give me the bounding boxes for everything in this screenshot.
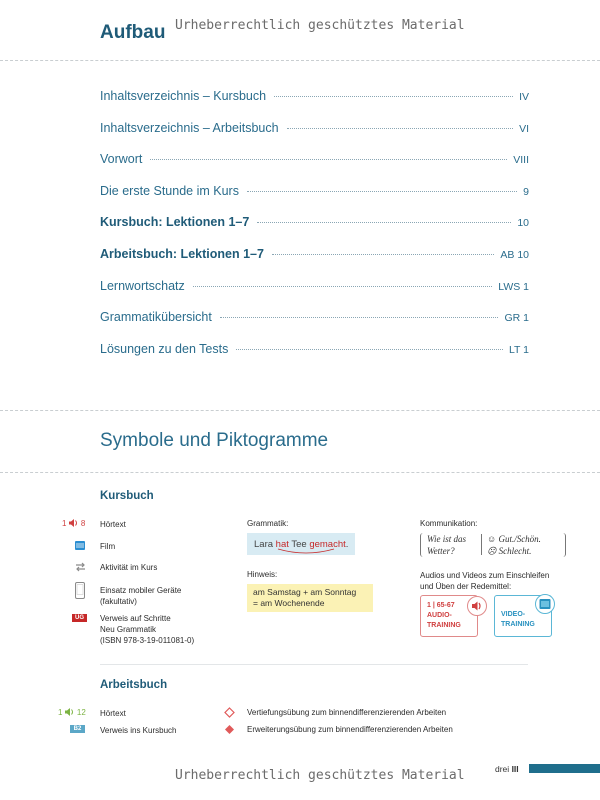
legend-schritte-line3: (ISBN 978-3-19-011081-0) bbox=[100, 636, 195, 645]
toc-entry-page: LWS 1 bbox=[498, 280, 529, 293]
legend-schritte-line1: Verweis auf Schritte bbox=[100, 614, 171, 623]
audio-track-range: 1 | 65-67 bbox=[427, 602, 455, 609]
hinweis-line1: am Samstag + am Sonntag bbox=[253, 587, 357, 597]
section-title: Symbole und Piktogramme bbox=[100, 430, 329, 451]
toc-entry-page: GR 1 bbox=[504, 312, 529, 325]
watermark-bottom: Urheberrechtlich geschütztes Material bbox=[175, 768, 465, 783]
audios-line2: und Üben der Redemittel: bbox=[420, 582, 512, 591]
divider bbox=[0, 410, 600, 411]
toc-entry-page: 10 bbox=[517, 217, 529, 230]
page-number bbox=[495, 764, 519, 774]
kursbuch-reference-badge: B2 bbox=[70, 725, 85, 733]
video-circle bbox=[535, 594, 555, 614]
legend-mobile-line1: Einsatz mobiler Geräte bbox=[100, 586, 182, 595]
ab-audio-track-icon bbox=[58, 708, 86, 717]
toc-entry-label: Inhaltsverzeichnis – Arbeitsbuch bbox=[100, 120, 279, 135]
toc-leader-dots bbox=[236, 349, 503, 350]
video-training-l2: TRAINING bbox=[501, 621, 535, 628]
toc-entry[interactable] bbox=[100, 342, 529, 358]
kommunikation-q1: Wie ist das bbox=[427, 534, 467, 544]
gram-part-b: hat bbox=[275, 538, 289, 550]
ab-track-prefix: 1 bbox=[58, 708, 63, 717]
toc-entry-label: Lernwortschatz bbox=[100, 278, 185, 293]
toc-entry-label: Grammatikübersicht bbox=[100, 310, 212, 325]
divider bbox=[0, 472, 600, 473]
legend-schritte bbox=[100, 613, 194, 646]
toc-entry[interactable] bbox=[100, 152, 529, 168]
diamond-filled-icon bbox=[224, 724, 235, 735]
grammar-bracket-icon bbox=[276, 548, 336, 556]
legend-hoertext: Hörtext bbox=[100, 520, 126, 529]
grammatik-label: Grammatik: bbox=[247, 519, 289, 528]
ab-speaker-icon bbox=[65, 708, 75, 716]
kommunikation-separator bbox=[481, 534, 482, 555]
toc-entry-page: VI bbox=[519, 122, 529, 135]
film-icon bbox=[75, 541, 85, 550]
ab-legend-vertiefung: Vertiefungsübung zum binnendifferenzierenden Arbeiten bbox=[247, 708, 447, 717]
kommunikation-answers bbox=[487, 533, 541, 557]
hinweis-label: Hinweis: bbox=[247, 570, 278, 579]
toc-entry-label: Lösungen zu den Tests bbox=[100, 341, 229, 356]
toc-entry-label: Inhaltsverzeichnis – Kursbuch bbox=[100, 89, 267, 103]
toc-leader-dots bbox=[257, 222, 511, 223]
kommunikation-q2: Wetter? bbox=[427, 546, 455, 556]
kommunikation-label: Kommunikation: bbox=[420, 519, 478, 528]
divider bbox=[0, 60, 600, 61]
page-title: Aufbau bbox=[100, 22, 166, 43]
activity-arrows-icon bbox=[75, 562, 86, 572]
toc-entry[interactable] bbox=[100, 247, 529, 263]
audios-line1: Audios und Videos zum Einschleifen bbox=[420, 571, 550, 580]
legend-film: Film bbox=[100, 542, 116, 551]
kommunikation-box bbox=[420, 533, 566, 557]
toc-entry-label: Die erste Stunde im Kurs bbox=[100, 183, 239, 198]
ab-track-number: 12 bbox=[76, 708, 86, 717]
legend-mobile-line2: (fakultativ) bbox=[100, 597, 137, 606]
track-prefix: 1 bbox=[62, 519, 67, 528]
toc-entry-page: LT 1 bbox=[508, 343, 529, 356]
diamond-outline-icon bbox=[224, 707, 235, 718]
gram-part-a: Lara bbox=[254, 538, 276, 550]
toc-leader-dots bbox=[150, 159, 507, 160]
legend-aktivitaet: Aktivität im Kurs bbox=[100, 563, 158, 572]
ug-badge: UG bbox=[72, 614, 87, 622]
ab-legend-erweiterung: Erweiterungsübung zum binnendifferenzierenden Arbeiten bbox=[247, 725, 453, 734]
page-number-word: drei bbox=[495, 764, 510, 774]
toc-leader-dots bbox=[247, 191, 517, 192]
toc-entry[interactable] bbox=[100, 184, 529, 200]
legend-mobile bbox=[100, 585, 181, 607]
divider bbox=[100, 664, 528, 665]
kommunikation-a2: ☹ Schlecht. bbox=[487, 546, 532, 556]
kommunikation-a1: ☺ Gut./Schön. bbox=[487, 534, 541, 544]
mobile-device-icon bbox=[75, 582, 85, 599]
audio-training-l2: TRAINING bbox=[427, 622, 461, 629]
toc-entry[interactable] bbox=[100, 279, 529, 295]
speaker-icon bbox=[69, 519, 79, 527]
toc-entry[interactable] bbox=[100, 215, 529, 231]
toc-leader-dots bbox=[274, 96, 513, 97]
audios-description bbox=[420, 570, 549, 592]
kommunikation-question bbox=[427, 533, 466, 557]
audio-speaker-icon bbox=[468, 597, 486, 615]
toc-leader-dots bbox=[220, 317, 499, 318]
watermark-top: Urheberrechtlich geschütztes Material bbox=[175, 18, 465, 33]
ab-legend-hoertext: Hörtext bbox=[100, 709, 126, 718]
toc-entry[interactable] bbox=[100, 121, 529, 137]
toc-entry-label: Kursbuch: Lektionen 1–7 bbox=[100, 215, 250, 230]
audio-circle bbox=[467, 596, 487, 616]
toc-entry-page: VIII bbox=[513, 154, 529, 167]
gram-part-d: gemacht bbox=[309, 538, 346, 550]
toc-entry-page: IV bbox=[519, 91, 529, 103]
toc-entry-label: Arbeitsbuch: Lektionen 1–7 bbox=[100, 247, 264, 261]
audio-track-icon bbox=[62, 519, 85, 528]
toc-entry[interactable] bbox=[100, 89, 529, 105]
toc-entry-page: AB 10 bbox=[500, 249, 529, 261]
toc-entry-page: 9 bbox=[523, 185, 529, 198]
footer-accent-bar bbox=[529, 764, 600, 773]
toc-leader-dots bbox=[272, 254, 494, 255]
video-film-icon bbox=[536, 595, 554, 613]
audio-training-l1: AUDIO- bbox=[427, 612, 452, 619]
video-training-l1: VIDEO- bbox=[501, 611, 526, 618]
gram-part-c: Tee bbox=[288, 538, 310, 550]
toc-entry-label: Vorwort bbox=[100, 152, 143, 167]
ab-legend-verweis: Verweis ins Kursbuch bbox=[100, 726, 177, 735]
kursbuch-title: Kursbuch bbox=[100, 490, 154, 502]
page-number-roman: III bbox=[511, 764, 519, 774]
arbeitsbuch-title: Arbeitsbuch bbox=[100, 679, 168, 691]
hinweis-box bbox=[247, 584, 373, 612]
toc-leader-dots bbox=[287, 128, 514, 129]
toc-entry[interactable] bbox=[100, 310, 529, 326]
legend-schritte-line2: Neu Grammatik bbox=[100, 625, 157, 634]
gram-part-e: . bbox=[345, 538, 349, 550]
track-number: 8 bbox=[80, 519, 86, 528]
toc-leader-dots bbox=[193, 286, 493, 287]
hinweis-line2: = am Wochenende bbox=[253, 598, 325, 608]
